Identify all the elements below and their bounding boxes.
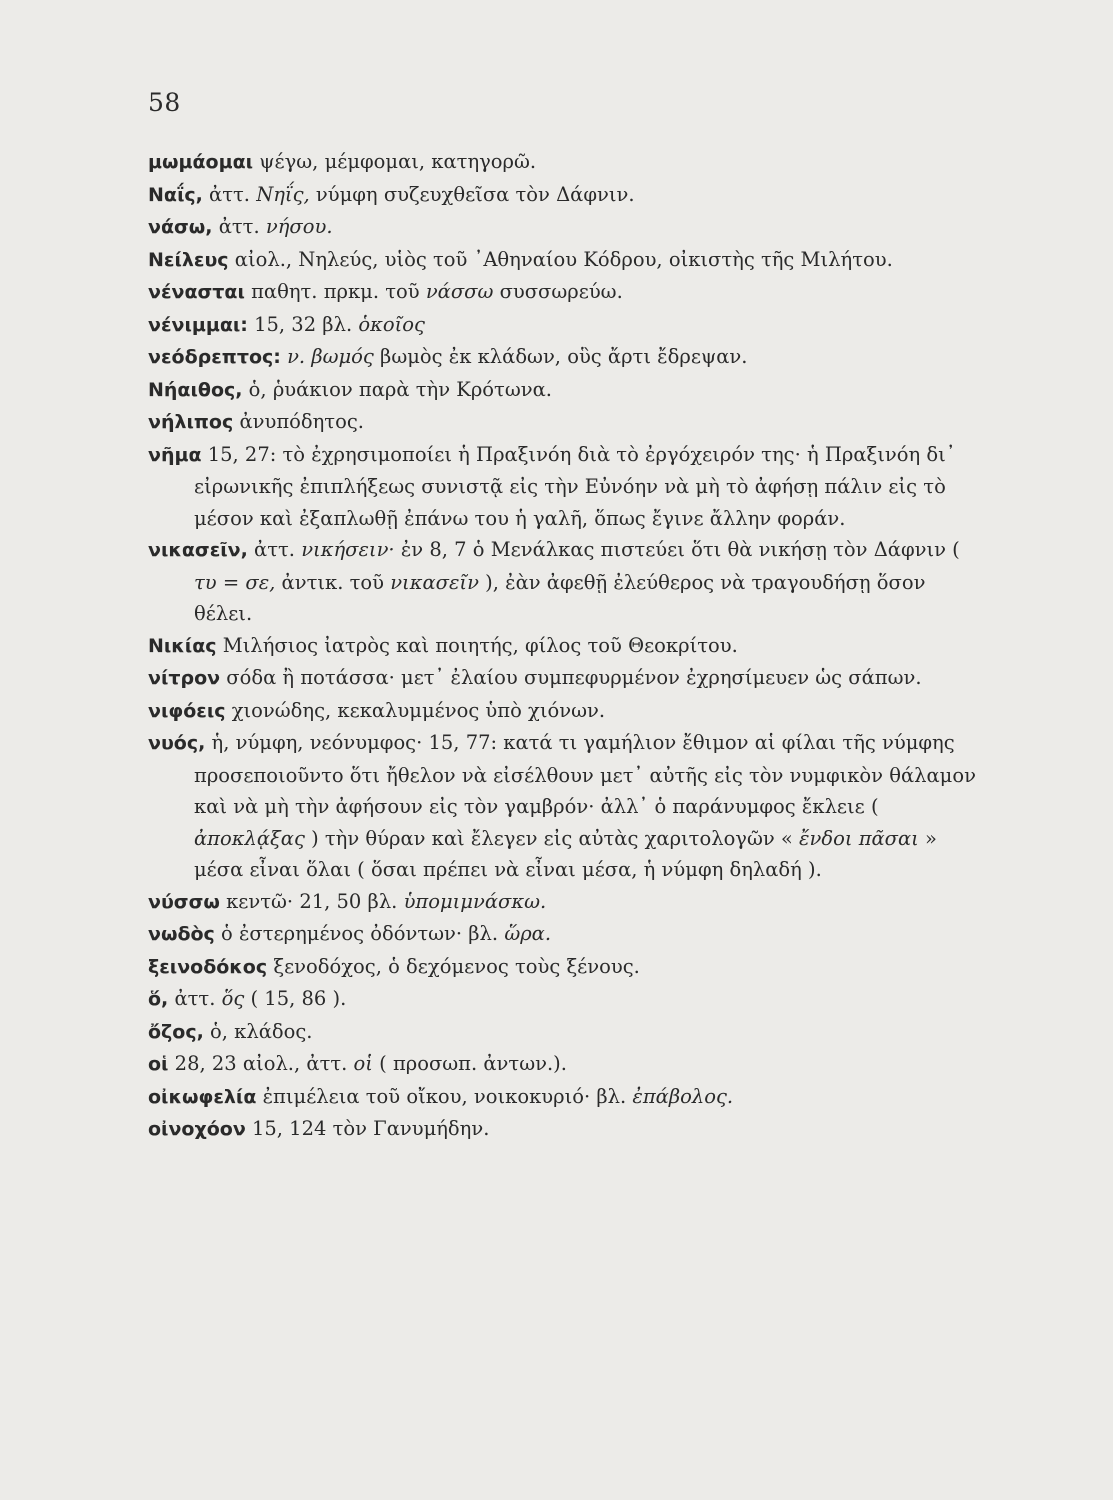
entry-definition-text: ἀνυπόδητος. [233,410,364,433]
dictionary-entry [148,309,988,342]
dictionary-entry [148,695,988,728]
entry-definition-text: ψέγω, μέμφομαι, κατηγορῶ. [253,150,537,173]
dictionary-entry [148,211,988,244]
dictionary-entry [148,1016,988,1049]
dictionary-entry [148,244,988,277]
page-number: 58 [148,88,181,117]
entry-headword: νύσσω [148,890,220,913]
entry-definition-text: σόδα ἢ ποτάσσα· μετ᾿ ἐλαίου συμπεφυρμένον ἐχρησίμευεν ὡς σάπων. [220,666,922,689]
entry-definition-text: ), ἐὰν ἀφεθῇ ἐλεύθερος νὰ τραγουδήσῃ ὅσον θέλει. [194,570,926,625]
entry-italic-text: ν. βωμός [287,345,374,368]
entry-definition-text: 15, 32 βλ. [247,312,359,336]
entry-definition-text: συσσωρεύω. [493,280,623,303]
entry-definition-text: νύμφη συζευχθεῖσα τὸν Δάφνιν. [309,182,635,206]
entry-definition-text: ξενοδόχος, ὁ δεχόμενος τοὺς ξένους. [267,954,640,978]
entry-definition-text: 28, 23 αἰολ., ἀττ. [168,1052,354,1075]
entry-definition-text: ἀντικ. τοῦ [275,570,391,594]
dictionary-entry [148,918,988,951]
entry-definition-text: ἐν 8, 7 ὁ Μενάλκας πιστεύει ὅτι θὰ νικήσῃ τὸν Δάφνιν ( [394,538,960,561]
entry-definition-text: παθητ. πρκμ. τοῦ [244,280,426,303]
entry-italic-text: ἀποκλᾴξας [194,826,305,850]
entry-definition-text: αἰολ., Νηλεύς, υἱὸς τοῦ ᾿Αθηναίου Κόδρου, οἰκιστὴς τῆς Μιλήτου. [228,247,893,271]
entry-definition-text: ὁ ἐστερημένος ὀδόντων· βλ. [214,922,505,945]
entry-definition-text: ( προσωπ. ἀντων.). [372,1052,567,1075]
entry-headword: ὅ, [148,988,169,1010]
entry-headword: Νείλευς [148,248,229,271]
entry-headword: οἰκωφελία [148,1085,257,1108]
entry-definition-text: χιονώδης, κεκαλυμμένος ὑπὸ χιόνων. [225,698,606,722]
entry-definition-text: ἀττ. [247,538,302,561]
entry-definition-text: » μέσα εἶναι ὅλαι ( ὅσαι πρέπει νὰ εἶναι μέσα, ἡ νύμφη δηλαδή ). [194,826,937,881]
entry-italic-text: νήσου. [265,215,333,238]
dictionary-entry [148,662,988,695]
entry-headword: νάσω, [148,216,213,238]
entry-headword: Νήαιθος, [148,378,243,401]
entry-definition-text: βωμὸς ἐκ κλάδων, οὓς ἄρτι ἔδρεψαν. [373,345,748,368]
entry-definition-text: Μιλήσιος ἰατρὸς καὶ ποιητής, φίλος τοῦ Θεοκρίτου. [216,633,738,657]
entry-definition-text: ἀττ. [168,987,222,1010]
entry-italic-text: ὁκοῖος [358,312,425,336]
dictionary-entry [148,951,988,984]
entry-headword: Ναΐς, [148,183,203,206]
entry-definition-text: ὁ, κλάδος. [203,1019,313,1043]
dictionary-entry [148,406,988,439]
entry-definition-text: ἀττ. [202,182,257,206]
entry-headword: νένασται [148,281,245,303]
entry-headword: νιφόεις [148,699,226,722]
entry-headword: ξεινοδόκος [148,955,268,978]
entry-italic-text: Νηΐς, [256,182,310,206]
entry-italic-text: ἔνδοι πᾶσαι [799,826,919,850]
entry-headword: νένιμμαι: [148,313,248,336]
entry-definition-text: ) τὴν θύραν καὶ ἔλεγεν εἰς αὐτὰς χαριτολογῶν « [304,826,800,850]
entry-headword: νεόδρεπτος: [148,346,281,368]
dictionary-entry [148,179,988,212]
dictionary-entry [148,341,988,374]
dictionary-entry [148,727,988,886]
entry-italic-text: νικήσειν· [301,538,395,561]
entry-italic-text: τυ = σε, [194,570,276,594]
entry-headword: οἱ [148,1053,169,1075]
dictionary-entries [148,146,988,1146]
entry-headword: νυός, [148,732,206,754]
entry-definition-text: 15, 124 τὸν Γανυμήδην. [245,1117,490,1140]
entry-headword: νίτρον [148,667,221,689]
dictionary-entry [148,439,988,535]
entry-italic-text: ὑπομιμνάσκω. [403,889,547,913]
entry-headword: νήλιπος [148,411,234,433]
dictionary-entry [148,1081,988,1114]
entry-definition-text: κεντῶ· 21, 50 βλ. [219,889,404,913]
dictionary-entry [148,374,988,407]
entry-definition-text: ἐπιμέλεια τοῦ οἴκου, νοικοκυριό· βλ. [256,1084,633,1108]
entry-italic-text: ὥρα. [504,922,552,945]
entry-headword: νωδὸς [148,923,215,945]
dictionary-entry [148,886,988,919]
entry-definition-text: ἡ, νύμφη, νεόνυμφος· 15, 77: κατά τι γαμήλιον ἔθιμον αἱ φίλαι τῆς νύμφης προσεποιοῦντο ὅτι ἤθελον νὰ εἰσέλθουν μετ᾿ αὐτῆς εἰς τὸν νυμφικὸν θάλαμον καὶ νὰ μὴ τὴν ἀφήσουν εἰς τὸν γαμβρόν· ἀλλ᾿ ὁ παράνυμφος ἔκλειε ( [194,731,976,818]
entry-headword: νικασεῖν, [148,539,248,561]
dictionary-entry [148,146,988,179]
dictionary-entry [148,1113,988,1146]
dictionary-entry [148,534,988,630]
entry-headword: ὄζος, [148,1020,204,1043]
entry-italic-text: ὅς [221,987,245,1010]
dictionary-entry [148,630,988,663]
entry-headword: νῆμα [148,443,202,466]
dictionary-entry [148,276,988,309]
entry-definition-text: ( 15, 86 ). [244,987,347,1010]
entry-headword: Νικίας [148,634,217,657]
entry-definition-text: ἀττ. [212,215,266,238]
entry-headword: οἰνοχόον [148,1118,246,1140]
entry-italic-text: οἱ [353,1052,373,1075]
entry-italic-text: νάσσω [425,280,494,303]
dictionary-entry [148,983,988,1016]
entry-italic-text: νικασεῖν [390,570,479,594]
entry-italic-text: ἐπάβολος. [632,1084,734,1108]
dictionary-entry [148,1048,988,1081]
entry-headword: μωμάομαι [148,151,254,173]
entry-definition-text: 15, 27: τὸ ἐχρησιμοποίει ἡ Πραξινόη διὰ τὸ ἐργόχειρόν της· ἡ Πραξινόη δι᾿ εἰρωνικῆς ἐπιπλήξεως συνιστᾷ εἰς τὴν Εὐνόην νὰ μὴ τὸ ἀφήσῃ πάλιν εἰς τὸ μέσον καὶ ἐξαπλωθῇ ἐπάνω του ἡ γαλῆ, ὅπως ἔγινε ἄλλην φοράν. [194,442,956,530]
entry-definition-text: ὁ, ῥυάκιον παρὰ τὴν Κρότωνα. [242,377,552,401]
